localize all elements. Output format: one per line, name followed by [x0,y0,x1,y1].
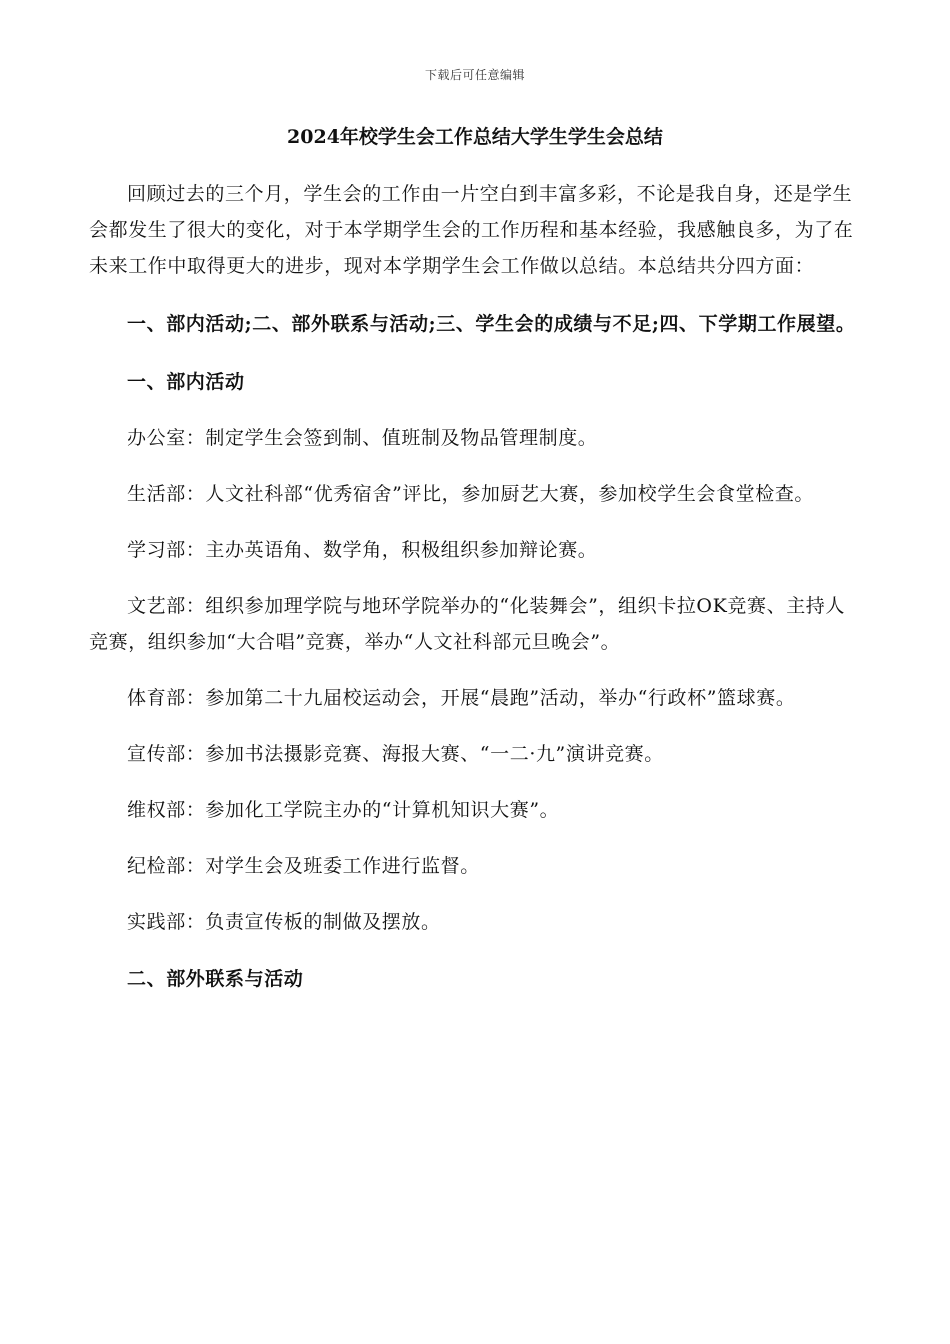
intro-paragraph: 回顾过去的三个月，学生会的工作由一片空白到丰富多彩，不论是我自身，还是学生会都发生了很大的变化，对于本学期学生会的工作历程和基本经验，我感触良多，为了在未来工作中取得更大的进步，现对本学期学生会工作做以总结。本总结共分四方面： [89,183,854,277]
department-life: 生活部：人文社科部“优秀宿舍”评比，参加厨艺大赛，参加校学生会食堂检查。 [127,483,815,505]
department-study: 学习部：主办英语角、数学角，积极组织参加辩论赛。 [127,539,598,561]
department-publicity: 宣传部：参加书法摄影竞赛、海报大赛、“一二·九”演讲竞赛。 [127,743,664,765]
section-heading-1: 一、部内活动 [127,371,245,393]
department-office: 办公室：制定学生会签到制、值班制及物品管理制度。 [127,427,598,449]
section-heading-2: 二、部外联系与活动 [127,968,304,990]
department-discipline: 纪检部：对学生会及班委工作进行监督。 [127,855,480,877]
department-practice: 实践部：负责宣传板的制做及摆放。 [127,911,441,933]
department-arts: 文艺部：组织参加理学院与地环学院举办的“化装舞会”，组织卡拉OK竞赛、主持人竞赛，组织参加“大合唱”竞赛，举办“人文社科部元旦晚会”。 [89,595,845,653]
department-sports: 体育部：参加第二十九届校运动会，开展“晨跑”活动，举办“行政杯”篮球赛。 [127,687,796,709]
outline-paragraph: 一、部内活动;二、部外联系与活动;三、学生会的成绩与不足;四、下学期工作展望。 [127,313,856,335]
header-note: 下载后可任意编辑 [424,68,525,82]
department-rights: 维权部：参加化工学院主办的“计算机知识大赛”。 [127,799,560,821]
document-body [89,176,864,997]
document-title: 2024年校学生会工作总结大学生学生会总结 [287,126,663,148]
